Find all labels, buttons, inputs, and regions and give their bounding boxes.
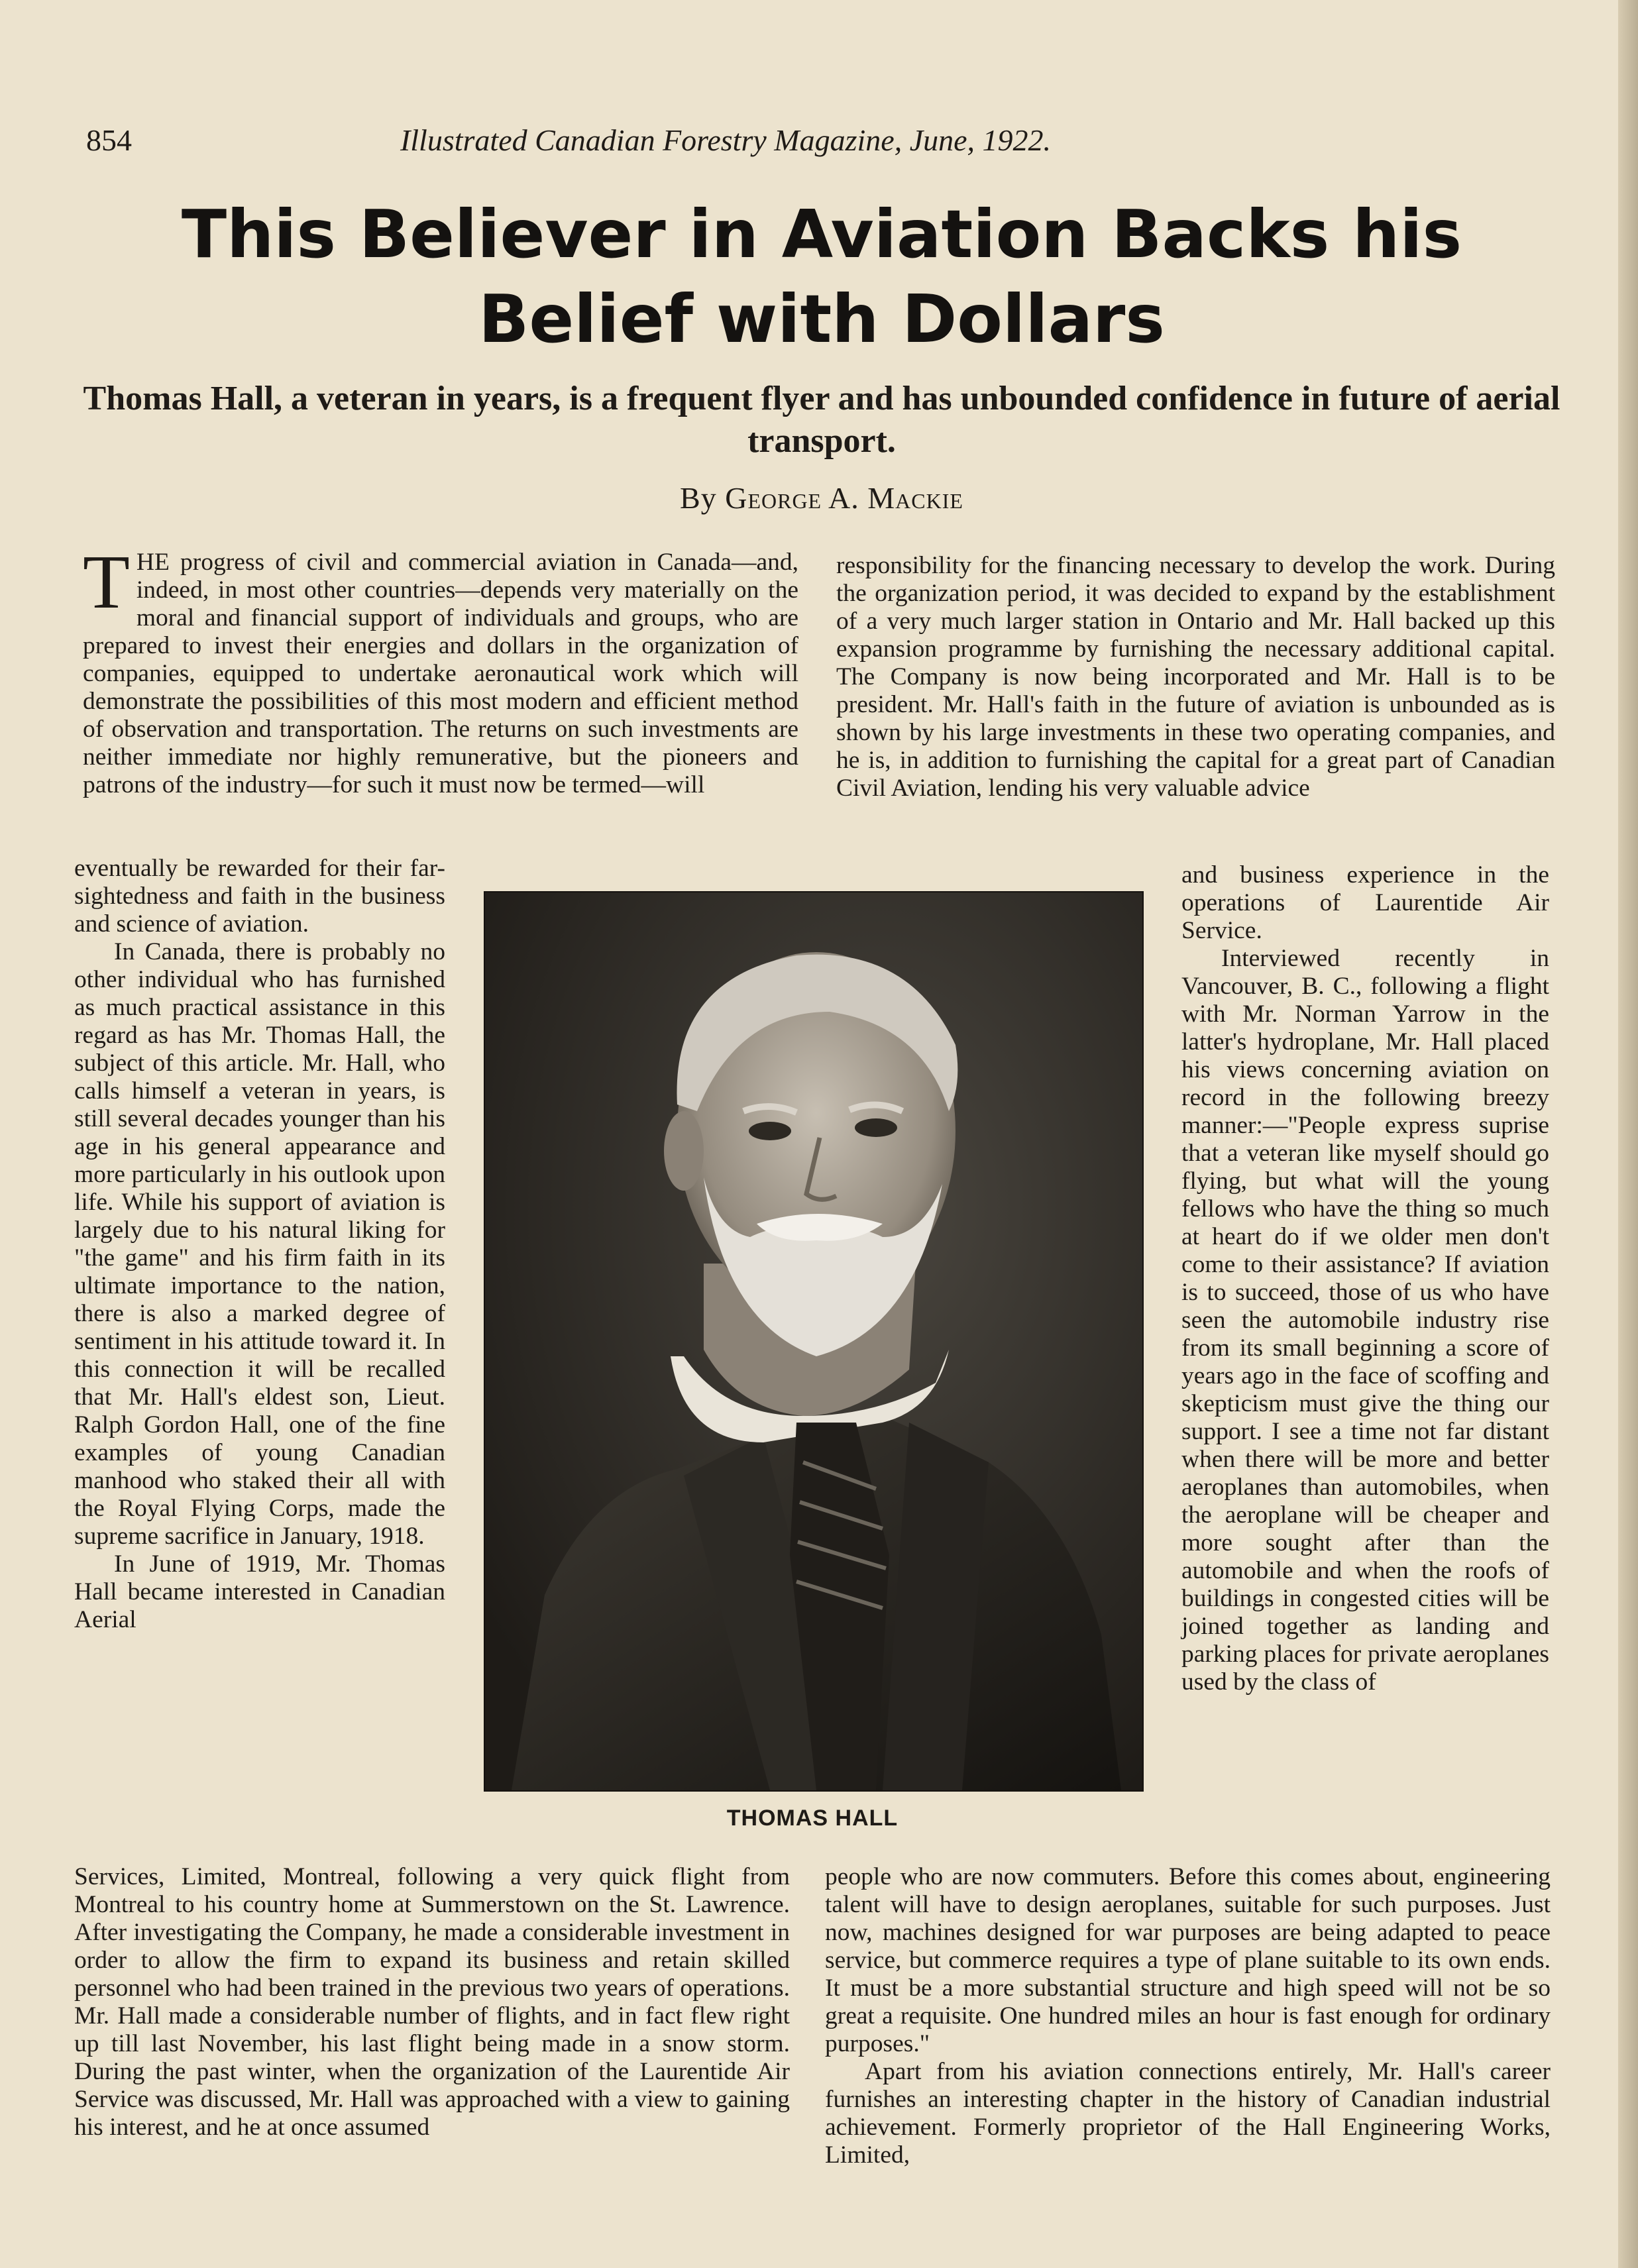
paragraph-3-continued: Services, Limited, Montreal, following a very quick flight from Montreal to his country home at Summerstown on the St. Lawrence. After investigating the Company, he made a considerable investment in order to allow the firm to expand its business and retain skilled personnel who had been trained in the previous two years of operations. Mr. Hall made a considerable number of flights, and in fact flew right up till last November, his last flight being made in a snow storm. During the past winter, when the organization of the Laurentide Air Service was discussed, Mr. Hall was approached with a view to gaining his interest, and he at once assumed — [74, 1863, 790, 2141]
paragraph-1-text: HE progress of civil and commercial aviation in Canada—and, indeed, in most other countries—depends very materially on the moral and financial support of individuals and groups, who are prepared to invest their energies and dollars in the organization of companies, equipped to undertake aeronautical work which will demonstrate the possibilities of this most modern and efficient method of observation and transportation. The returns on such investments are neither immediate nor highly remunerative, but the pioneers and patrons of the industry—for such it must now be termed—will — [83, 549, 798, 798]
paragraph-5-start: Interviewed recently in Vancouver, B. C., following a flight with Mr. Norman Yarrow in the latter's hydroplane, Mr. Hall placed his views concerning aviation on record in the following breezy manner:—"People express suprise that a veteran like myself should go flying, but what will the young fellows who have the thing so much at heart do if we older men don't come to their assistance? If aviation is to succeed, those of us who have seen the automobile industry rise from its small beginning a score of years ago in the face of scoffing and skepticism must give the thing our support. I see a time not far distant when there will be more and better aeroplanes than automobiles, when the aeroplane will be cheaper and more sought after than the automobile and when the roofs of buildings in congested cities will be joined together as landing and parking places for private aeroplanes used by the class of — [1181, 945, 1549, 1696]
byline — [83, 480, 1560, 515]
paragraph-3-start: In June of 1919, Mr. Thomas Hall became interested in Canadian Aerial — [74, 1550, 445, 1633]
drop-cap: T — [83, 540, 130, 625]
journal-title: Illustrated Canadian Forestry Magazine, June, 1922. — [400, 123, 1052, 157]
right-column-bottom — [825, 1863, 1551, 2169]
author-name: George A. Mackie — [725, 481, 963, 515]
right-column-narrow — [1181, 861, 1549, 1696]
left-column-narrow — [74, 855, 445, 1634]
article-title: This Believer in Aviation Backs his Belief with Dollars — [181, 195, 1462, 358]
paragraph-5-continued: people who are now commuters. Before this comes about, engineering talent will have to design aeroplanes, suitable for such purposes. Just now, machines designed for war purposes are being adapted to peace service, but commerce requires a type of plane suitable to its own ends. It must be a more substantial structure and high speed will not be so great a requisite. One hundred miles an hour is fast enough for ordinary purposes." — [825, 1863, 1551, 2057]
running-head — [86, 123, 1199, 162]
photo-caption: THOMAS HALL — [726, 1806, 899, 1831]
paragraph-4: responsibility for the financing necessary to develop the work. During the organization period, it was decided to expand by the establishment of a very much larger station in Ontario and Mr. Hall backed up this expansion programme by furnishing the necessary additional capital. The Company is now being incorporated and Mr. Hall is to be president. Mr. Hall's faith in the future of aviation is unbounded as is shown by his large investments in these two operating companies, and he is, in addition to furnishing the capital for a great part of Canadian Civil Aviation, lending his very valuable advice — [836, 552, 1555, 802]
paragraph-6: Apart from his aviation connections entirely, Mr. Hall's career furnishes an interesting chapter in the history of Canadian industrial achievement. Formerly proprietor of the Hall Engineering Works, Limited, — [825, 2058, 1551, 2169]
left-column-bottom — [74, 1863, 790, 2141]
page-edge — [1618, 0, 1638, 2268]
portrait-illustration — [485, 892, 1142, 1790]
page-number: 854 — [86, 123, 132, 157]
left-column-top — [83, 540, 798, 799]
paragraph-4-continued: and business experience in the operations of Laurentide Air Service. — [1181, 861, 1549, 944]
article-subtitle: Thomas Hall, a veteran in years, is a frequent flyer and has unbounded confidence in future of aerial transport. — [83, 380, 1560, 460]
right-column-top — [836, 552, 1555, 802]
portrait-photo — [484, 891, 1144, 1792]
paragraph-1 — [83, 540, 798, 799]
byline-prefix: By — [680, 481, 717, 515]
paragraph-1-continued: eventually be rewarded for their far-sightedness and faith in the business and science of aviation. — [74, 855, 445, 938]
paragraph-2: In Canada, there is probably no other individual who has furnished as much practical assistance in this regard as has Mr. Thomas Hall, the subject of this article. Mr. Hall, who calls himself a veteran in years, is still several decades younger than his age in his general appearance and more particularly in his outlook upon life. While his support of aviation is largely due to his natural liking for "the game" and his firm faith in its ultimate importance to the nation, there is also a marked degree of sentiment in his attitude toward it. In this connection it will be recalled that Mr. Hall's eldest son, Lieut. Ralph Gordon Hall, one of the fine examples of young Canadian manhood who staked their all with the Royal Flying Corps, made the supreme sacrifice in January, 1918. — [74, 938, 445, 1550]
